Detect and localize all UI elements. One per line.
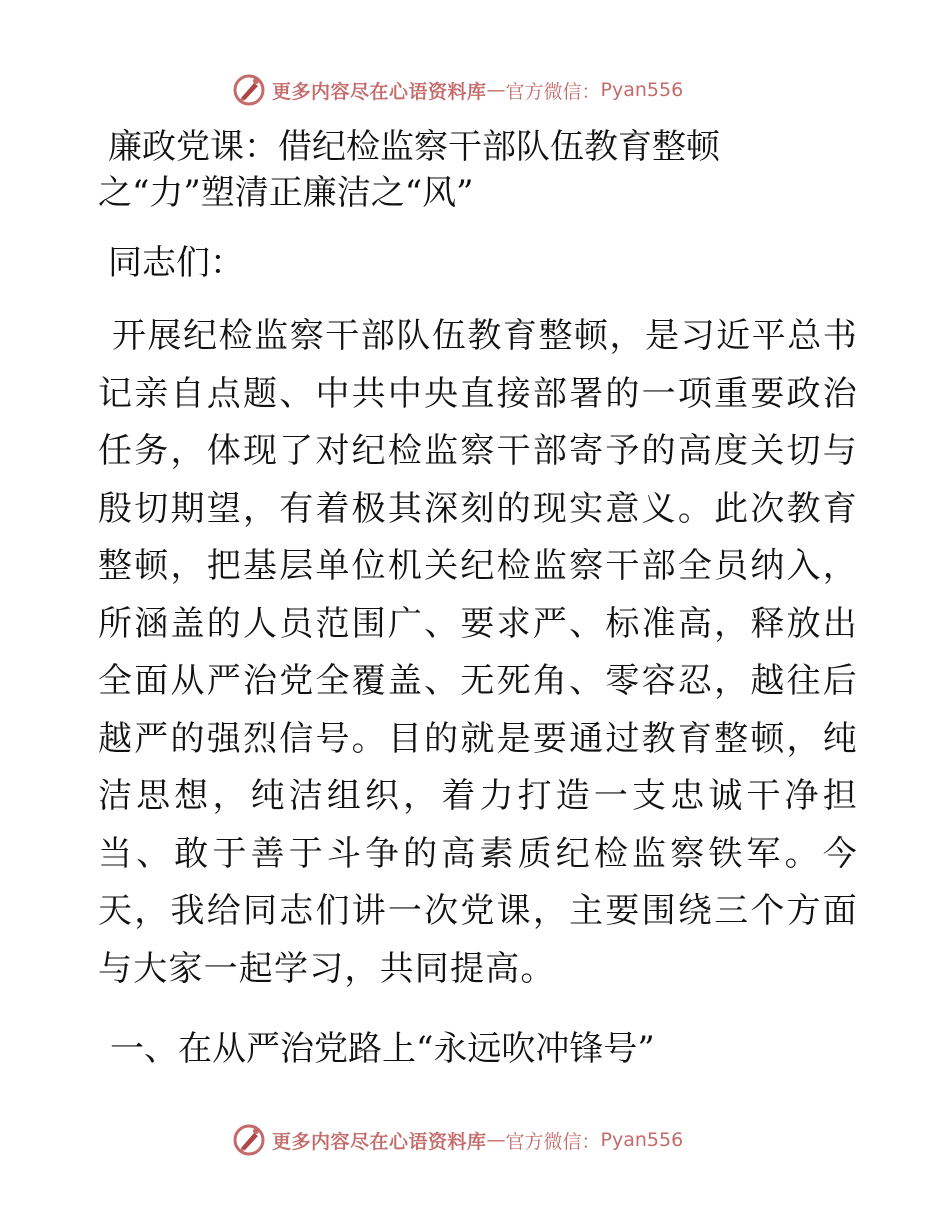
pen-circle-logo-icon: [232, 1123, 266, 1157]
watermark-wechat-id: Pyan556: [600, 79, 684, 101]
paragraph-intro: 开展纪检监察干部队伍教育整顿，是习近平总书记亲自点题、中共中央直接部署的一项重要政治任务，体现了对纪检监察干部寄予的高度关切与殷切期望，有着极其深刻的现实意义。此次教育整顿，把基层单位机关纪检监察干部全员纳入，所涵盖的人员范围广、要求严、标准高，释放出全面从严治党全覆盖、无死角、零容忍，越往后越严的强烈信号。目的就是要通过教育整顿，纯洁思想，纯洁组织，着力打造一支忠诚干净担当、敢于善于斗争的高素质纪检监察铁军。今天，我给同志们讲一次党课，主要围绕三个方面与大家一起学习，共同提高。: [98, 316, 858, 989]
watermark-wechat-label: 官方微信：: [505, 1130, 601, 1153]
watermark-wechat-id: Pyan556: [600, 1129, 684, 1151]
watermark-text: 更多内容尽在心语资料库: [272, 1130, 487, 1153]
watermark-separator: —: [486, 79, 506, 101]
watermark-wechat-label: 官方微信：: [505, 80, 601, 103]
section-heading-1: 一、在从严治党路上“永远吹冲锋号”: [110, 1029, 655, 1069]
greeting: 同志们：: [108, 243, 244, 283]
document-body: [98, 124, 858, 1072]
watermark-text: 更多内容尽在心语资料库: [272, 80, 487, 103]
document-title-line-2: 之“力”塑清正廉洁之“风”: [98, 173, 474, 213]
pen-circle-logo-icon: [232, 73, 266, 107]
watermark-separator: —: [486, 1129, 506, 1151]
document-title-line-1: 廉政党课：借纪检监察干部队伍教育整顿: [108, 127, 720, 167]
watermark-banner-bottom: [232, 1122, 683, 1158]
watermark-banner-top: [232, 72, 683, 108]
